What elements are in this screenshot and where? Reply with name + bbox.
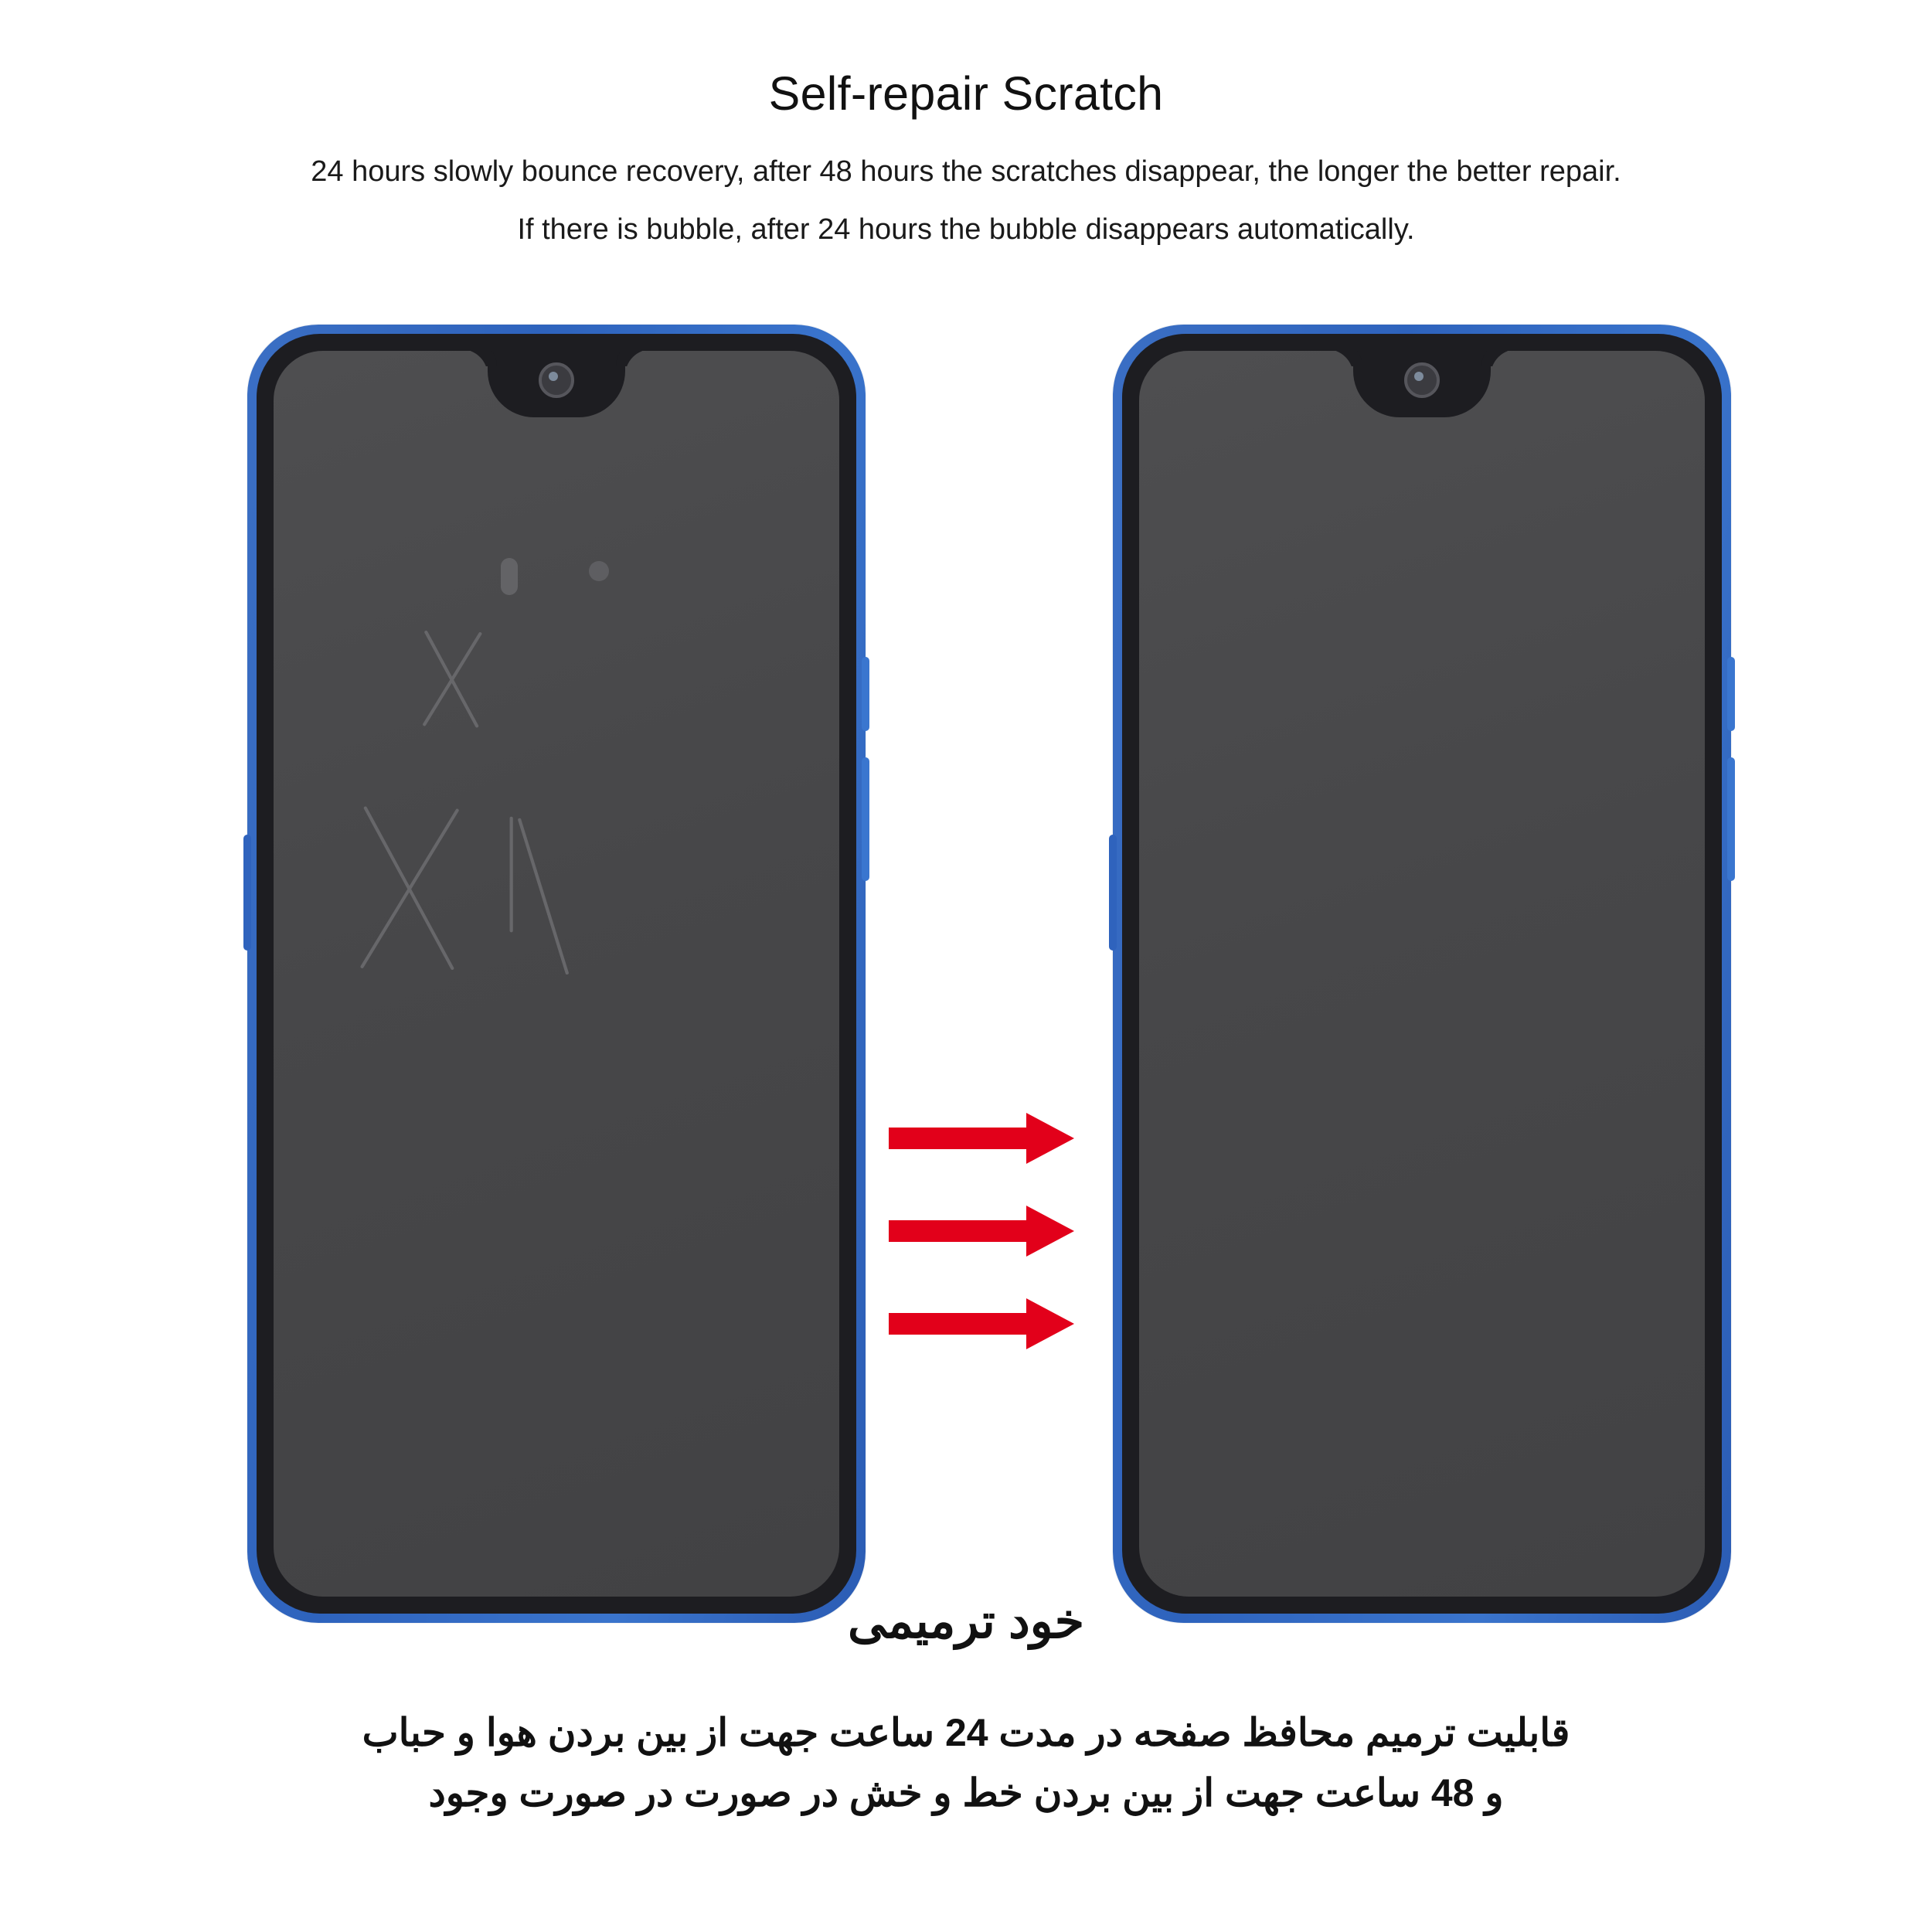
power-button <box>1727 757 1735 881</box>
phone-screen <box>274 351 839 1597</box>
header-description-line-2: If there is bubble, after 24 hours the bubble disappears automatically. <box>517 213 1415 247</box>
volume-up-button <box>862 657 869 731</box>
phone-screen <box>1139 351 1705 1597</box>
proximity-sensor-icon <box>589 561 609 581</box>
front-camera-icon <box>539 362 574 398</box>
phone-bezel <box>1122 334 1722 1614</box>
header <box>0 67 1932 247</box>
persian-line-1: قابلیت ترمیم محافظ صفحه در مدت 24 ساعت جهت از بین بردن هوا و حباب <box>362 1710 1570 1754</box>
arrow-right-icon <box>889 1206 1090 1257</box>
power-button <box>862 757 869 881</box>
arrow-right-icon <box>889 1298 1090 1349</box>
left-side-button <box>243 835 251 951</box>
earpiece-icon <box>501 558 518 595</box>
notch <box>1353 351 1491 417</box>
phone-repaired <box>1113 325 1731 1623</box>
front-camera-icon <box>1404 362 1440 398</box>
arrow-right-icon <box>889 1113 1090 1164</box>
header-description-line-1: 24 hours slowly bounce recovery, after 48 hours the scratches disappear, the longer the better repair. <box>311 155 1621 189</box>
phone-scratched <box>247 325 866 1623</box>
notch <box>488 351 625 417</box>
transition-arrows <box>889 1113 1121 1360</box>
phone-bezel <box>257 334 856 1614</box>
phone-comparison <box>0 309 1932 1623</box>
persian-description <box>0 1592 1932 1821</box>
persian-title: خود ترمیمی <box>847 1595 1085 1648</box>
volume-up-button <box>1727 657 1735 731</box>
left-side-button <box>1109 835 1117 951</box>
scratch-marks <box>274 351 839 1597</box>
page-title: Self-repair Scratch <box>768 67 1164 120</box>
persian-line-2: و 48 ساعت جهت از بین بردن خط و خش در صورت در صورت وجود <box>428 1771 1504 1815</box>
